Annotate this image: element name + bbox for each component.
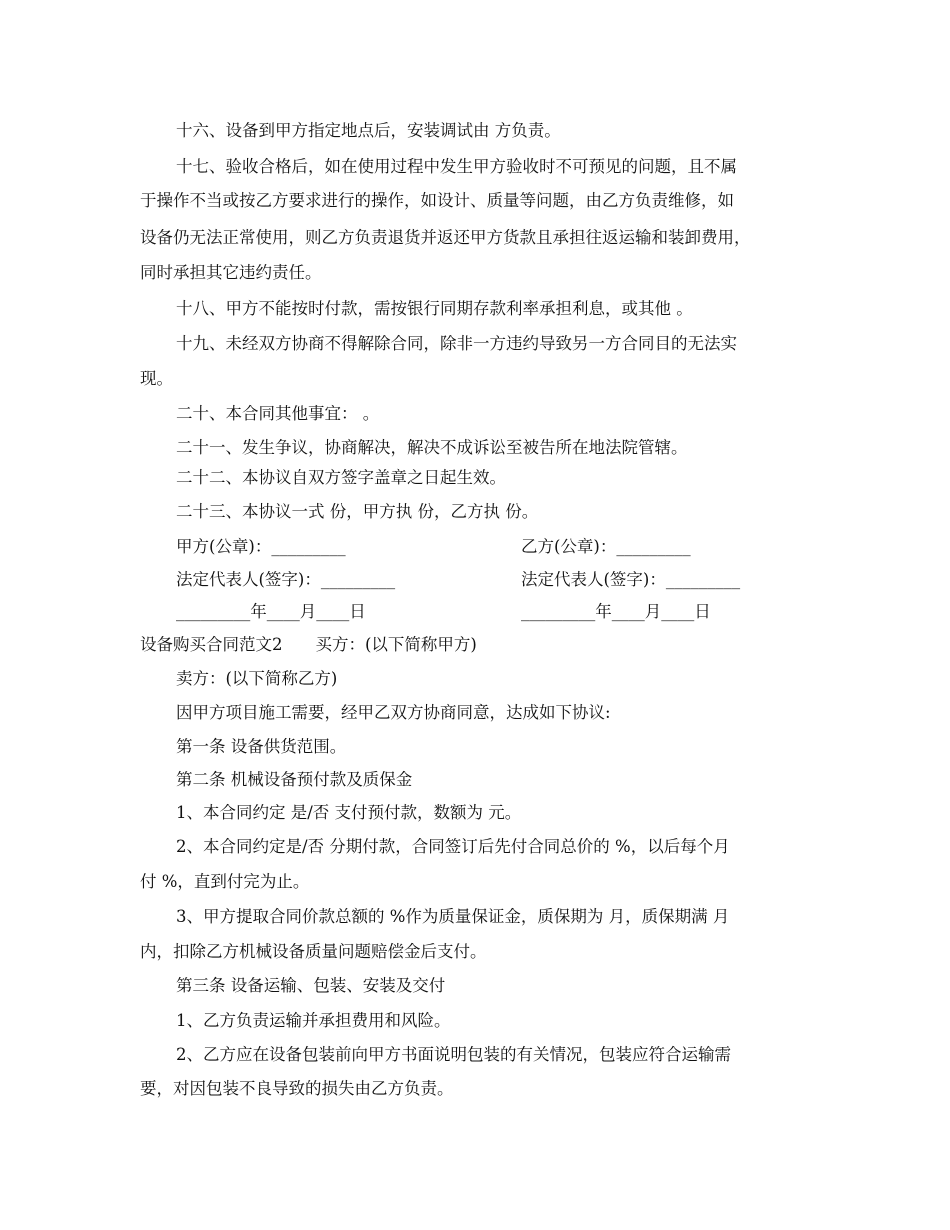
clause-17-cont: 同时承担其它违约责任。 xyxy=(140,263,322,282)
clause-19: 十九、未经双方协商不得解除合同，除非一方违约导致另一方合同目的无法实 xyxy=(176,334,737,353)
clause-23: 二十三、本协议一式 份，甲方执 份，乙方执 份。 xyxy=(176,502,539,521)
clause-17: 十七、验收合格后，如在使用过程中发生甲方验收时不可预见的问题，且不属 xyxy=(176,157,737,176)
party-b-date: _________年____月____日 xyxy=(521,602,711,621)
section-2-heading: 设备购买合同范文2 买方：(以下简称甲方) xyxy=(140,635,477,654)
party-a-date: _________年____月____日 xyxy=(176,602,366,621)
clause-21: 二十一、发生争议，协商解决，解决不成诉讼至被告所在地法院管辖。 xyxy=(176,438,688,457)
party-b-representative: 法定代表人(签字)：_________ xyxy=(521,570,741,589)
seller-line: 卖方：(以下简称乙方) xyxy=(176,669,338,688)
article-2-item-3: 3、甲方提取合同价款总额的 %作为质量保证金，质保期为 月，质保期满 月 xyxy=(176,907,730,926)
clause-22: 二十二、本协议自双方签字盖章之日起生效。 xyxy=(176,468,506,487)
article-3-item-2-cont: 要，对因包装不良导致的损失由乙方负责。 xyxy=(140,1079,454,1098)
article-3: 第三条 设备运输、包装、安装及交付 xyxy=(176,976,446,995)
clause-18: 十八、甲方不能按时付款，需按银行同期存款利率承担利息，或其他 。 xyxy=(176,299,693,318)
clause-20: 二十、本合同其他事宜： 。 xyxy=(176,404,380,423)
article-2-item-1: 1、本合同约定 是/否 支付预付款，数额为 元。 xyxy=(176,803,522,822)
party-a-representative: 法定代表人(签字)：_________ xyxy=(176,570,396,589)
party-a-seal: 甲方(公章)：_________ xyxy=(176,537,346,556)
article-1: 第一条 设备供货范围。 xyxy=(176,737,347,756)
article-3-item-2: 2、乙方应在设备包装前向甲方书面说明包装的有关情况，包装应符合运输需 xyxy=(176,1045,731,1064)
article-2-item-2: 2、本合同约定是/否 分期付款，合同签订后先付合同总价的 %，以后每个月 xyxy=(176,837,730,856)
clause-16: 十六、设备到甲方指定地点后，安装调试由 方负责。 xyxy=(176,121,561,140)
article-2-item-3-cont: 内，扣除乙方机械设备质量问题赔偿金后支付。 xyxy=(140,942,487,961)
article-2-item-2-cont: 付 %，直到付完为止。 xyxy=(140,872,310,891)
clause-17-cont: 设备仍无法正常使用，则乙方负责退货并返还甲方货款且承担往返运输和装卸费用， xyxy=(140,228,751,247)
party-b-seal: 乙方(公章)：_________ xyxy=(521,537,691,556)
clause-19-cont: 现。 xyxy=(140,369,173,388)
intro-line: 因甲方项目施工需要，经甲乙双方协商同意，达成如下协议: xyxy=(176,703,611,722)
article-2: 第二条 机械设备预付款及质保金 xyxy=(176,770,413,789)
clause-17-cont: 于操作不当或按乙方要求进行的操作，如设计、质量等问题，由乙方负责维修，如 xyxy=(140,191,734,210)
article-3-item-1: 1、乙方负责运输并承担费用和风险。 xyxy=(176,1011,451,1030)
